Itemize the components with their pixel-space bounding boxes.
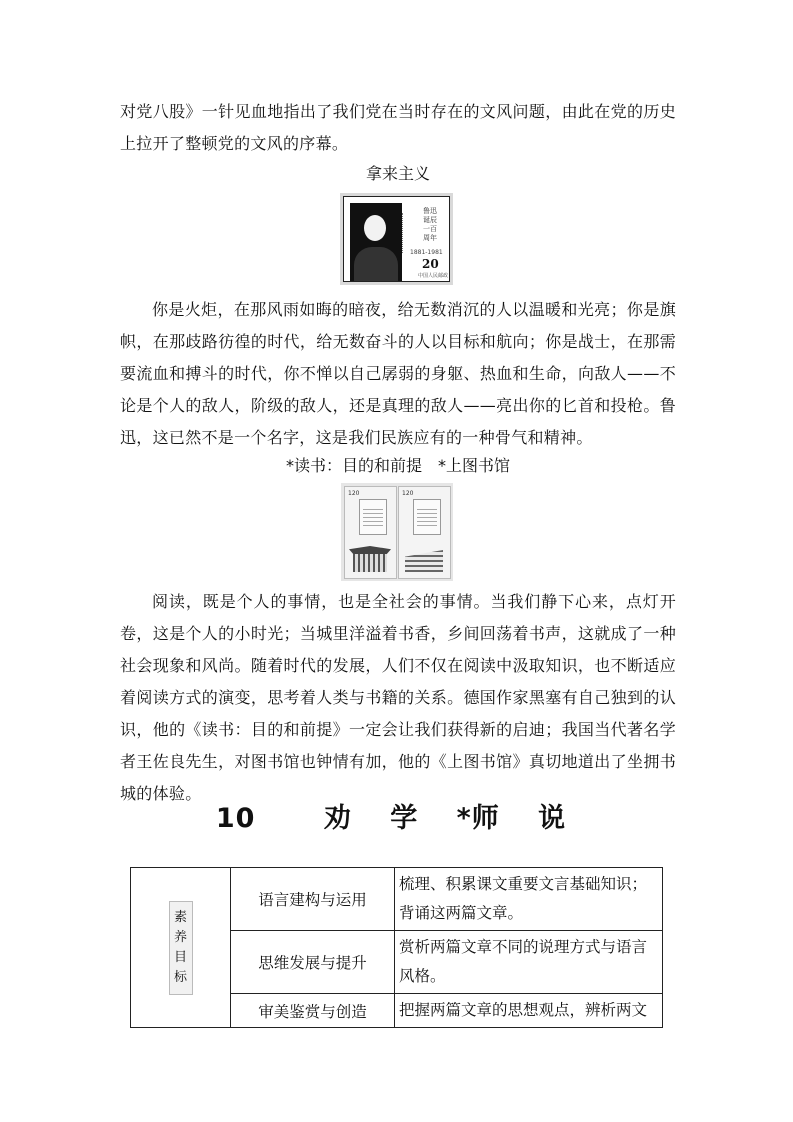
competency-goals-table bbox=[130, 867, 663, 1028]
stamp-left bbox=[344, 486, 397, 579]
stamp-issuer: 中国人民邮政 bbox=[418, 273, 449, 279]
stamp-value: 20 bbox=[422, 257, 439, 271]
lesson-title-word: 说 bbox=[538, 803, 567, 834]
library-stamps-image bbox=[341, 483, 453, 581]
caption-nalai-zhuyi: 拿来主义 bbox=[365, 164, 430, 183]
paragraph-luxun: 你是火炬，在那风雨如晦的暗夜，给无数消沉的人以温暖和光亮；你是旗帜，在那歧路彷徨的时代，给无数奋斗的人以目标和航向；你是战士，在那需要流血和搏斗的时代，你不惮以自己孱弱的身躯、热血和生命，向敌人——不论是个人的敌人，阶级的敌人，还是真理的敌人——亮出你的匕首和投枪。鲁迅，这已然不是一个名字，这是我们民族应有的一种骨气和精神。 bbox=[120, 300, 676, 447]
goal-category: 思维发展与提升 bbox=[231, 931, 395, 994]
caption-reading: *读书：目的和前提 *上图书馆 bbox=[285, 456, 510, 475]
goal-description: 赏析两篇文章不同的说理方式与语言风格。 bbox=[395, 931, 663, 994]
goal-description: 梳理、积累课文重要文言基础知识；背诵这两篇文章。 bbox=[395, 868, 663, 931]
goal-category: 审美鉴赏与创造 bbox=[231, 994, 395, 1028]
top-paragraph: 对党八股》一针见血地指出了我们党在当时存在的文风问题，由此在党的历史上拉开了整顿党的文风的序幕。 bbox=[120, 102, 676, 153]
goals-label: 素 养 目 标 bbox=[169, 901, 193, 995]
stamp-left-value: 120 bbox=[348, 490, 360, 497]
stamp-years: 1881-1981 bbox=[410, 249, 443, 256]
luxun-stamp-image bbox=[340, 193, 453, 285]
luxun-portrait bbox=[350, 203, 402, 281]
lesson-number: 10 bbox=[215, 803, 256, 834]
lesson-heading bbox=[120, 797, 676, 841]
goal-category: 语言建构与运用 bbox=[231, 868, 395, 931]
lesson-title-word: 学 bbox=[390, 803, 419, 834]
stamp-inscription: 鲁迅诞辰一百周年 bbox=[423, 207, 437, 242]
lesson-title-word: 劝 bbox=[323, 803, 352, 834]
paragraph-reading: 阅读，既是个人的事情，也是全社会的事情。当我们静下心来，点灯开卷，这是个人的小时光；当城里洋溢着书香，乡间回荡着书声，这就成了一种社会现象和风尚。随着时代的发展，人们不仅在阅读中汲取知识，也不断适应着阅读方式的演变，思考着人类与书籍的关系。德国作家黑塞有自己独到的认识，他的《读书：目的和前提》一定会让我们获得新的启迪；我国当代著名学者王佐良先生，对图书馆也钟情有加，他的《上图书馆》真切地道出了坐拥书城的体验。 bbox=[120, 592, 676, 803]
goal-description: 把握两篇文章的思想观点，辨析两文 bbox=[395, 994, 663, 1028]
lesson-title-word: *师 bbox=[456, 803, 500, 834]
stamp-right-value: 120 bbox=[402, 490, 414, 497]
goals-label-cell bbox=[131, 868, 231, 1028]
stamp-right bbox=[398, 486, 451, 579]
